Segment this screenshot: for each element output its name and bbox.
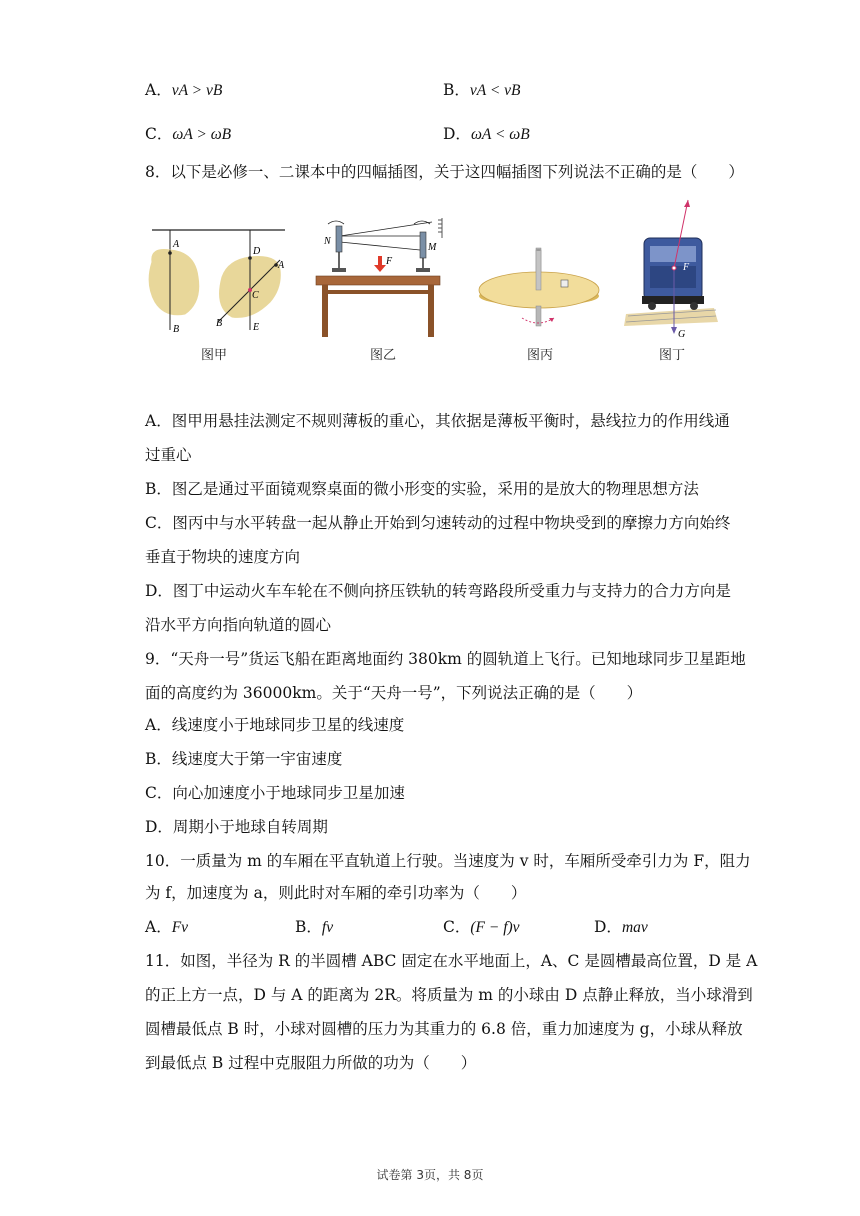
q8-option-a-line1: A．图甲用悬挂法测定不规则薄板的重心，其依据是薄板平衡时，悬线拉力的作用线通 [145,412,730,430]
q10-option-c-expr: (F − f)v [470,919,520,936]
q10-stem-line1: 10．一质量为 m 的车厢在平直轨道上行驶。当速度为 v 时，车厢所受牵引力为 F，阻力 [145,852,751,870]
q7-option-c-expr: ωA > ωB [172,126,232,143]
fig-jia-label-a1: A [173,239,180,250]
caption-jia: 图甲 [201,348,228,363]
q8-option-c-line1: C．图丙中与水平转盘一起从静止开始到匀速转动的过程中物块受到的摩擦力方向始终 [145,514,731,532]
fig-jia-label-c: C [252,290,259,301]
q7-option-a-expr: vA > vB [171,82,223,99]
q11-line4: 到最低点 B 过程中克服阻力所做的功为（ ） [145,1054,477,1072]
figure-bing [472,240,612,342]
q11-line2: 的正上方一点，D 与 A 的距离为 2R。将质量为 m 的小球由 D 点静止释放，当小球滑到 [145,986,753,1004]
q10-stem-line2: 为 f，加速度为 a，则此时对车厢的牵引功率为（ ） [145,884,527,902]
q9-stem-line1: 9．“天舟一号”货运飞船在距离地面约 380km 的圆轨道上飞行。已知地球同步卫星距地 [145,650,746,668]
q10-option-d: D．mav [594,918,648,936]
q8-option-c-line2: 垂直于物块的速度方向 [145,548,301,566]
q7-option-a: A．vA > vB [145,81,223,99]
fig-ding-label-g: G [678,329,686,340]
fig-jia-label-b2: B [216,318,223,329]
q8-option-d-line2: 沿水平方向指向轨道的圆心 [145,616,332,634]
q8-option-b: B．图乙是通过平面镜观察桌面的微小形变的实验，采用的是放大的物理思想方法 [145,480,699,498]
q11-line3: 圆槽最低点 B 时，小球对圆槽的压力为其重力的 6.8 倍，重力加速度为 g，小球从释放 [145,1020,743,1038]
figure-ding [620,196,720,342]
q7-option-b: B．vA < vB [443,81,521,99]
caption-bing: 图丙 [527,348,554,363]
fig-jia-label-b1: B [173,324,180,335]
q7-option-c: C．ωA > ωB [145,125,232,143]
q9-option-b: B．线速度大于第一宇宙速度 [145,750,343,768]
q10-option-d-expr: mav [621,919,648,936]
q9-stem-line2: 面的高度约为 36000km。关于“天舟一号”，下列说法正确的是（ ） [145,684,643,702]
page-footer: 试卷第 3页，共 8页 [376,1168,484,1182]
fig-jia-label-a2: A [278,260,285,271]
fig-yi-label-f: F [386,256,393,267]
q11-line1: 11．如图，半径为 R 的半圆槽 ABC 固定在水平地面上，A、C 是圆槽最高位置，D 是 A [145,952,758,970]
q7-option-d: D．ωA < ωB [443,125,530,143]
q8-option-d-line1: D．图丁中运动火车车轮在不侧向挤压铁轨的转弯路段所受重力与支持力的合力方向是 [145,582,731,600]
q10-option-b-expr: fv [321,919,334,936]
q7-option-d-expr: ωA < ωB [470,126,530,143]
caption-yi: 图乙 [370,348,397,363]
q9-option-d: D．周期小于地球自转周期 [145,818,328,836]
q10-option-c: C．(F − f)v [443,918,520,936]
q10-option-b: B．fv [295,918,334,936]
figure-yi [310,214,450,342]
q8-option-a-line2: 过重心 [145,446,192,464]
fig-jia-label-e: E [253,322,260,333]
q7-option-b-expr: vA < vB [469,82,521,99]
fig-jia-label-d: D [253,246,261,257]
fig-yi-label-m: M [428,242,437,253]
q10-option-a: A．Fv [145,918,189,936]
q9-option-c: C．向心加速度小于地球同步卫星加速 [145,784,405,802]
fig-ding-label-f: F [683,262,690,273]
figure-jia [140,222,300,342]
q9-option-a: A．线速度小于地球同步卫星的线速度 [145,716,405,734]
q10-option-a-expr: Fv [171,919,189,936]
q8-stem: 8．以下是必修一、二课本中的四幅插图，关于这四幅插图下列说法不正确的是（ ） [145,163,744,181]
fig-yi-label-n: N [324,236,331,247]
caption-ding: 图丁 [659,348,686,363]
